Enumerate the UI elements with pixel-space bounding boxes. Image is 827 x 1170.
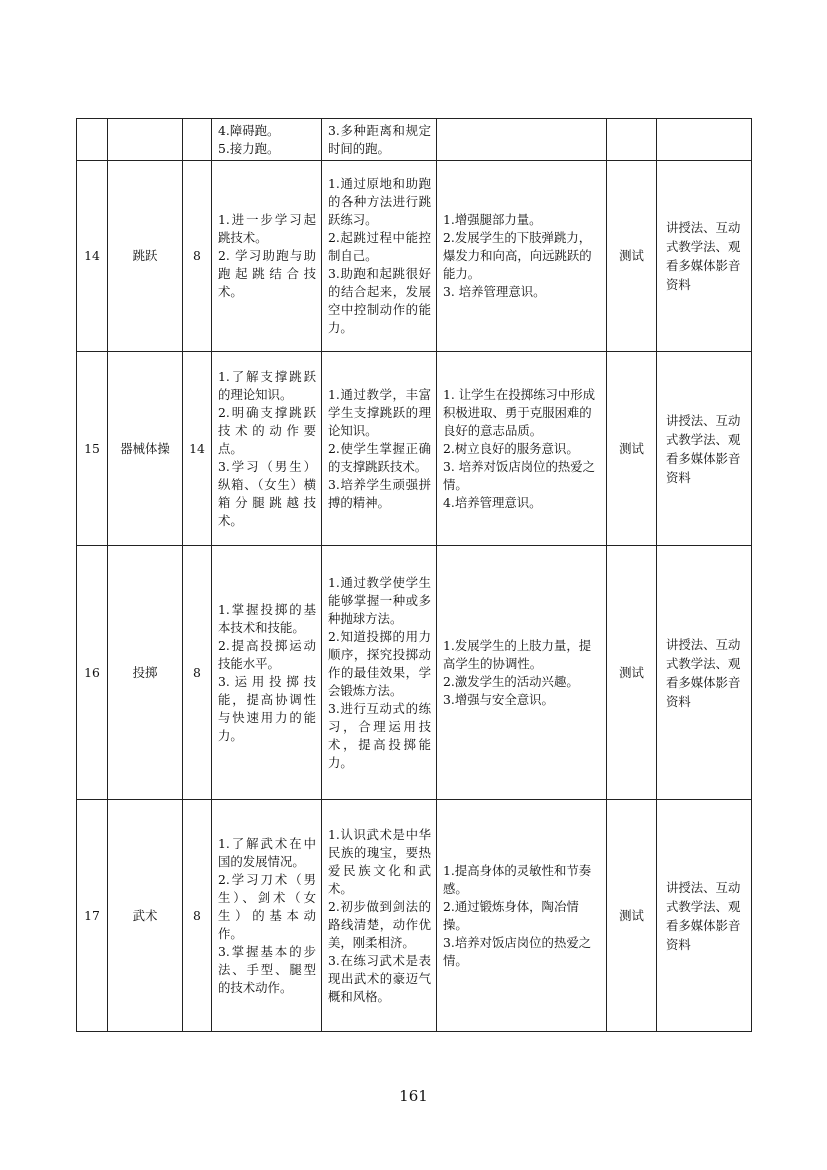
requirements-cell [322, 161, 437, 352]
unit-number-cell: 17 [77, 800, 108, 1032]
unit-name-cell: 武术 [108, 800, 183, 1032]
teaching-goals-cell-item: 3.学习（男生）纵箱、（女生）横箱分腿跳越技术。 [218, 458, 316, 528]
requirements-cell [322, 800, 437, 1032]
hours-cell: 8 [183, 800, 212, 1032]
teaching-goals-cell-item: 4.障碍跑。 [218, 122, 280, 138]
requirements-cell-item: 1.通过教学，丰富学生支撑跳跃的理论知识。 [328, 386, 431, 438]
teaching-goals-cell [212, 352, 322, 546]
requirements-cell-item: 3.多种距离和规定时间的跑。 [328, 122, 431, 156]
teaching-goals-cell-item: 1.进一步学习起跳技术。 [218, 212, 316, 245]
hours-cell: 8 [183, 546, 212, 800]
teaching-goals-cell-item: 1.了解支撑跳跃的理论知识。 [218, 368, 316, 402]
education-goals-cell-item: 2.通过锻炼身体，陶冶情操。 [443, 898, 579, 932]
education-goals-cell [437, 161, 607, 352]
teaching-goals-cell [212, 161, 322, 352]
education-goals-cell [437, 800, 607, 1032]
requirements-cell-item: 1.通过教学使学生能够掌握一种或多种抛球方法。 [328, 574, 431, 626]
teaching-goals-cell [212, 119, 322, 161]
teaching-goals-cell-item: 5.接力跑。 [218, 140, 280, 156]
education-goals-cell-item: 2.激发学生的活动兴趣。 [443, 673, 579, 689]
course-table [76, 118, 752, 1032]
education-goals-cell-item: 1. 让学生在投掷练习中形成积极进取、勇于克服困难的良好的意志品质。 [443, 386, 596, 438]
assessment-method-cell [607, 119, 657, 161]
assessment-method-cell: 测试 [607, 161, 657, 352]
requirements-cell-item: 1.认识武术是中华民族的瑰宝，要热爱民族文化和武术。 [328, 826, 431, 896]
teaching-goals-cell-item: 2.提高投掷运动技能水平。 [218, 637, 316, 671]
teaching-goals-cell-item: 3.运用投掷技能，提高协调性与快速用力的能力。 [218, 673, 316, 743]
unit-number-cell: 14 [77, 161, 108, 352]
unit-name-cell: 投掷 [108, 546, 183, 800]
teaching-goals-cell [212, 800, 322, 1032]
hours-cell: 14 [183, 352, 212, 546]
teaching-method-cell: 讲授法、互动式教学法、观看多媒体影音资料 [657, 800, 752, 1032]
requirements-cell-item: 2.知道投掷的用力顺序，探究投掷动作的最佳效果，学会锻炼方法。 [328, 628, 431, 698]
education-goals-cell [437, 119, 607, 161]
teaching-goals-cell-item: 1.掌握投掷的基本技术和技能。 [218, 601, 316, 635]
education-goals-cell-item: 3.培养对饭店岗位的热爱之情。 [443, 934, 592, 968]
table-row [77, 546, 752, 800]
requirements-cell [322, 352, 437, 546]
education-goals-cell-item: 2.树立良好的服务意识。 [443, 440, 579, 456]
table-row [77, 119, 752, 161]
assessment-method-cell: 测试 [607, 800, 657, 1032]
requirements-cell [322, 119, 437, 161]
education-goals-cell [437, 352, 607, 546]
teaching-method-cell [657, 119, 752, 161]
table-row [77, 161, 752, 352]
requirements-cell-item: 3.在练习武术是表现出武术的豪迈气概和风格。 [328, 952, 431, 1004]
education-goals-cell-item: 3. 培养管理意识。 [443, 284, 546, 299]
assessment-method-cell: 测试 [607, 546, 657, 800]
teaching-goals-cell [212, 546, 322, 800]
education-goals-cell-item: 1.发展学生的上肢力量，提高学生的协调性。 [443, 637, 592, 671]
teaching-goals-cell-item: 2.明确支撑跳跃技术的动作要点。 [218, 404, 316, 456]
education-goals-cell-item: 3.增强与安全意识。 [443, 691, 554, 707]
table-row [77, 800, 752, 1032]
education-goals-cell-item: 1.增强腿部力量。 [443, 212, 542, 227]
requirements-cell-item: 3.助跑和起跳很好的结合起来，发展空中控制动作的能力。 [328, 266, 431, 335]
requirements-cell-item: 2.初步做到剑法的路线清楚，动作优美，刚柔相济。 [328, 898, 431, 950]
requirements-cell-item: 2.起跳过程中能控制自己。 [328, 230, 431, 263]
teaching-goals-cell-item: 1.了解武术在中国的发展情况。 [218, 835, 316, 869]
unit-name-cell [108, 119, 183, 161]
unit-number-cell: 16 [77, 546, 108, 800]
requirements-cell [322, 546, 437, 800]
education-goals-cell [437, 546, 607, 800]
requirements-cell-item: 1.通过原地和助跑的各种方法进行跳跃练习。 [328, 176, 431, 227]
hours-cell [183, 119, 212, 161]
assessment-method-cell: 测试 [607, 352, 657, 546]
requirements-cell-item: 3.培养学生顽强拼搏的精神。 [328, 476, 431, 510]
table-row [77, 352, 752, 546]
teaching-method-cell: 讲授法、互动式教学法、观看多媒体影音资料 [657, 352, 752, 546]
education-goals-cell-item: 1.提高身体的灵敏性和节奏感。 [443, 862, 592, 896]
unit-name-cell: 器械体操 [108, 352, 183, 546]
unit-name-cell: 跳跃 [108, 161, 183, 352]
teaching-goals-cell-item: 2.学习刀术（男生）、剑术（女生）的基本动作。 [218, 871, 316, 941]
requirements-cell-item: 3.进行互动式的练习，合理运用技术，提高投掷能力。 [328, 700, 431, 770]
teaching-method-cell: 讲授法、互动式教学法、观看多媒体影音资料 [657, 546, 752, 800]
education-goals-cell-item: 3. 培养对饭店岗位的热爱之情。 [443, 458, 596, 492]
teaching-goals-cell-item: 2. 学习助跑与助跑起跳结合技术。 [218, 248, 316, 299]
education-goals-cell-item: 2.发展学生的下肢弹跳力，爆发力和向高，向远跳跃的能力。 [443, 230, 592, 281]
unit-number-cell [77, 119, 108, 161]
page-number: 161 [399, 1087, 428, 1105]
teaching-goals-cell-item: 3.掌握基本的步法、手型、腿型的技术动作。 [218, 943, 316, 995]
education-goals-cell-item: 4.培养管理意识。 [443, 494, 542, 510]
unit-number-cell: 15 [77, 352, 108, 546]
hours-cell: 8 [183, 161, 212, 352]
requirements-cell-item: 2.使学生掌握正确的支撑跳跃技术。 [328, 440, 431, 474]
teaching-method-cell: 讲授法、互动式教学法、观看多媒体影音资料 [657, 161, 752, 352]
